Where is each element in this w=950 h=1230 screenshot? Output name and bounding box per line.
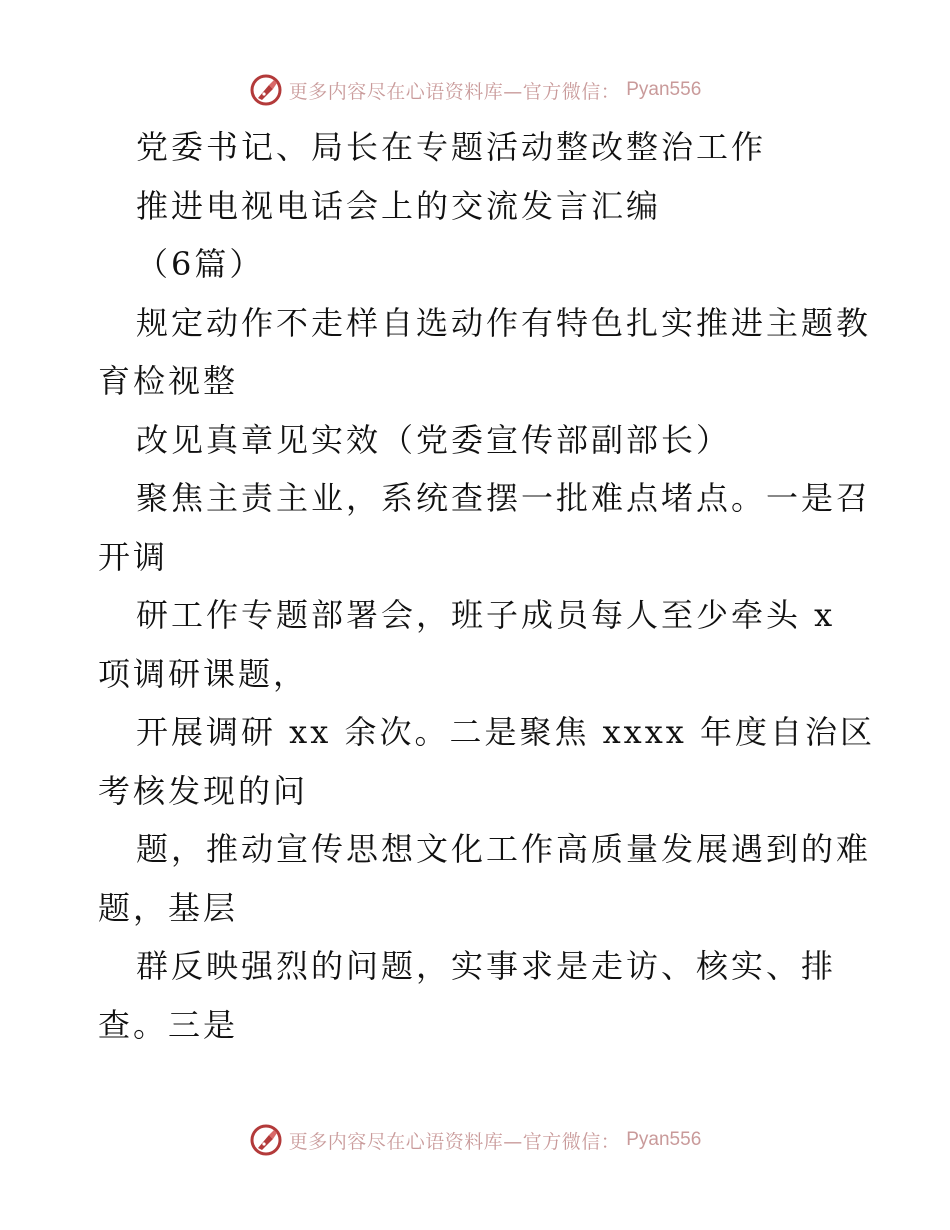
watermark-text: 更多内容尽在心语资料库—官方微信： [288, 80, 621, 103]
text-line: 项调研课题， [98, 654, 309, 693]
text-line: 改见真章见实效（党委宣传部副部长） [136, 420, 732, 459]
text-line: 考核发现的问 [98, 771, 309, 810]
text-line: 题，基层 [98, 888, 239, 927]
text-line: 育检视整 [98, 362, 239, 400]
footer-watermark [0, 1120, 950, 1160]
document-body [0, 118, 950, 1054]
watermark-id: Pyan556 [626, 79, 702, 100]
header-watermark [0, 70, 950, 110]
watermark-id: Pyan556 [626, 1129, 702, 1150]
text-line: 群反映强烈的问题，实事求是走访、核实、排 [136, 947, 837, 985]
text-line: 聚焦主责主业，系统查摆一批难点堵点。一是召 [136, 479, 872, 517]
text-line: （6篇） [136, 245, 265, 283]
pen-nib-logo-icon [249, 73, 283, 107]
text-line: 开展调研 xx 余次。二是聚焦 xxxx 年度自治区 [136, 713, 875, 751]
text-line: 推进电视电话会上的交流发言汇编 [136, 186, 662, 225]
text-line: 题，推动宣传思想文化工作高质量发展遇到的难 [136, 830, 872, 868]
text-line: 规定动作不走样自选动作有特色扎实推进主题教 [136, 303, 872, 342]
text-line: 研工作专题部署会，班子成员每人至少牵头 x [136, 596, 836, 634]
watermark-text: 更多内容尽在心语资料库—官方微信： [288, 1130, 621, 1153]
text-line: 查。三是 [98, 1005, 239, 1044]
text-line: 党委书记、局长在专题活动整改整治工作 [136, 128, 767, 166]
text-line: 开调 [98, 537, 169, 576]
pen-nib-logo-icon [249, 1123, 283, 1157]
